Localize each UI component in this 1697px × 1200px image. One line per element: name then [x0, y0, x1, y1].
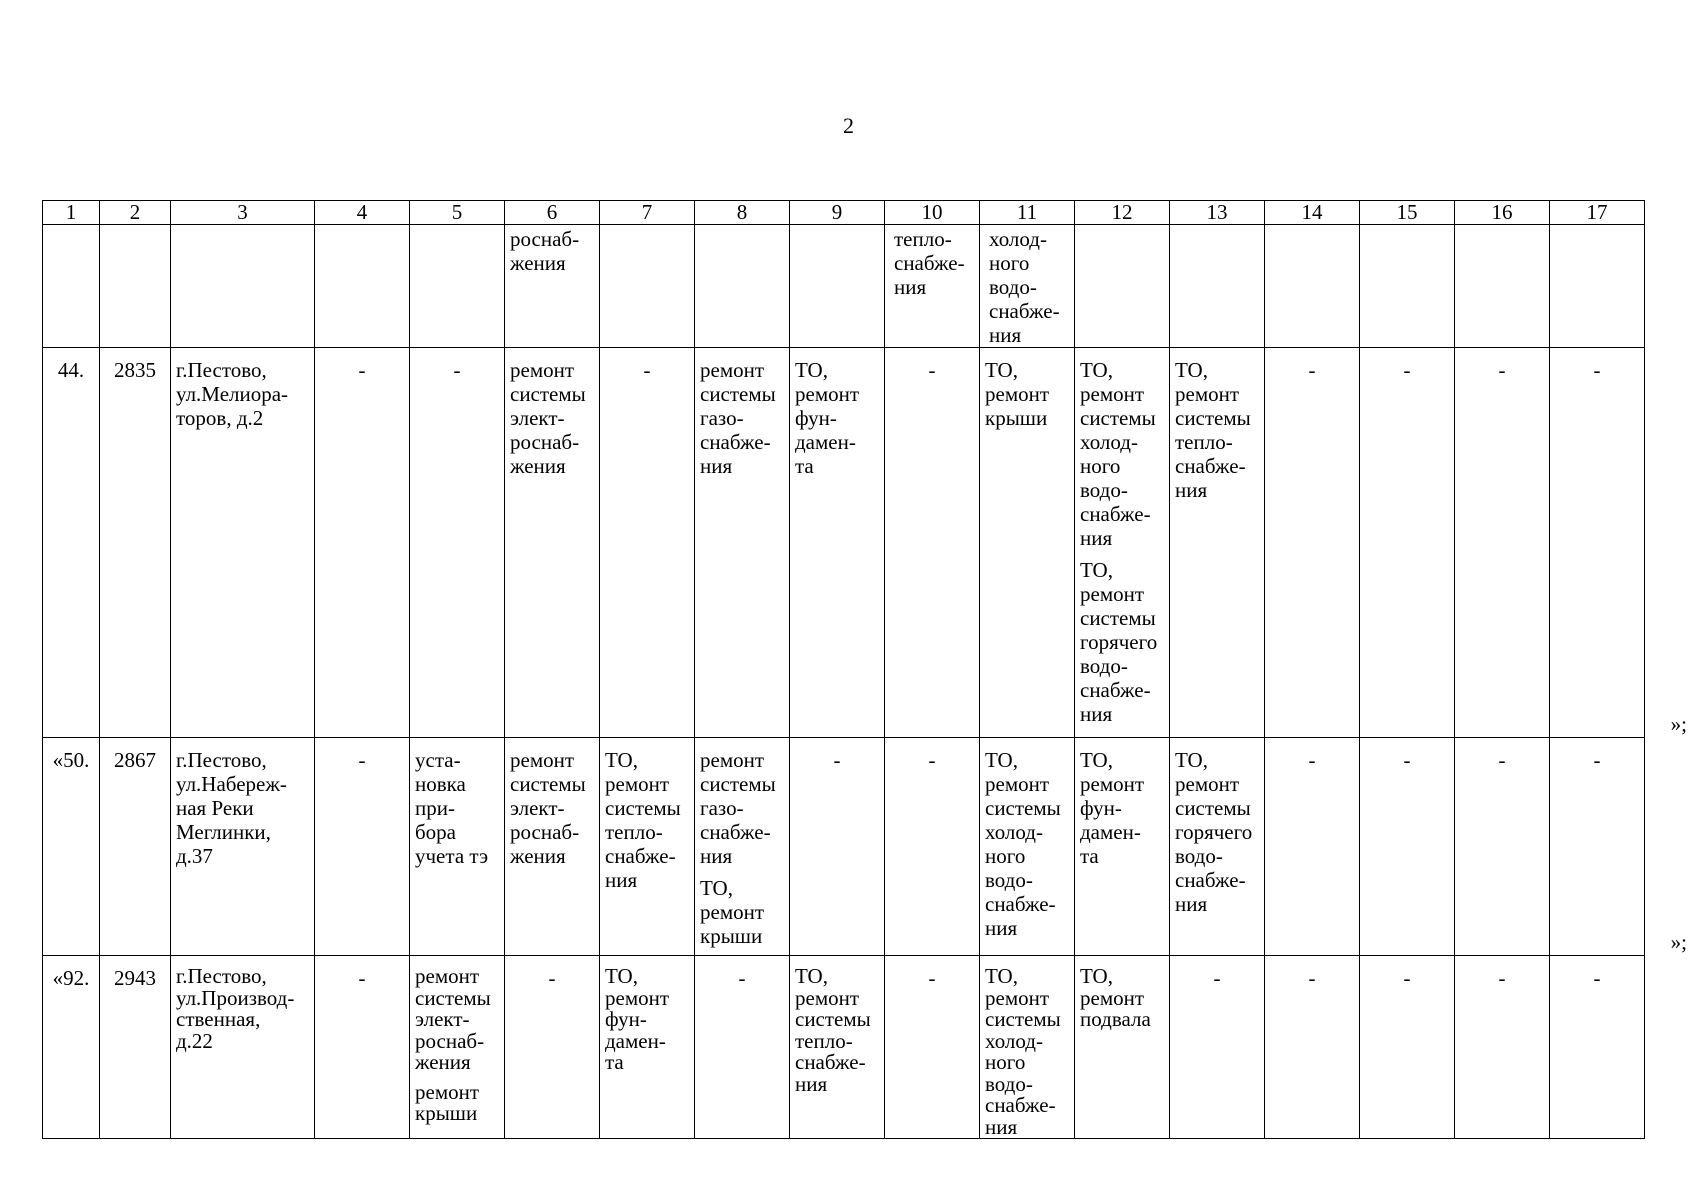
cell: - — [1455, 348, 1550, 738]
cell — [410, 738, 505, 956]
column-number: 1 — [43, 201, 100, 225]
cell-line: д.37 — [176, 844, 213, 868]
cell-line: г.Пестово, — [176, 358, 267, 382]
column-number: 11 — [980, 201, 1075, 225]
cell-line: ния — [1175, 478, 1208, 502]
cell-line: г.Пестово, — [176, 964, 267, 988]
cell-line: ния — [985, 1114, 1018, 1139]
cell-line: роснаб- — [415, 1028, 485, 1053]
cell-line: ул.Мелиора- — [176, 382, 289, 406]
cell — [790, 956, 885, 1139]
cell-line: крыши — [700, 924, 763, 948]
cell — [695, 348, 790, 738]
cell-line: та — [1080, 844, 1099, 868]
cell-line: та — [795, 454, 814, 478]
cell: - — [790, 738, 885, 956]
cell: - — [885, 348, 980, 738]
cell-line: водо- — [989, 275, 1037, 299]
cell-line: ремонт — [1080, 382, 1145, 406]
cell-line: холод- — [985, 1028, 1043, 1053]
cell-line: ного — [1080, 454, 1121, 478]
cell-line: ремонт — [510, 358, 575, 382]
cell-line: уста- — [415, 748, 461, 772]
column-number: 12 — [1075, 201, 1170, 225]
cell: - — [1550, 348, 1645, 738]
cell — [980, 956, 1075, 1139]
cell: - — [1265, 738, 1360, 956]
cell-line: ния — [894, 275, 927, 299]
cell — [980, 738, 1075, 956]
cell-line: ТО, — [1080, 964, 1113, 988]
cell-line: элект- — [510, 796, 565, 820]
cell-line: снабже- — [1175, 868, 1246, 892]
cell-line: снабже- — [985, 1093, 1056, 1117]
cell-line: жения — [510, 844, 566, 868]
column-number: 4 — [315, 201, 410, 225]
cell-line: та — [605, 1050, 624, 1074]
cell-line: системы — [1080, 606, 1156, 630]
cell-line: при- — [415, 796, 455, 820]
cell — [505, 225, 600, 348]
cell-line: ТО, — [1175, 748, 1208, 772]
cell-line: ТО, — [1080, 748, 1113, 772]
cell-line: ственная, — [176, 1007, 261, 1031]
cell-line: ремонт — [415, 1079, 480, 1104]
cell-line: ремонт — [795, 382, 860, 406]
cell — [505, 348, 600, 738]
cell-line: ремонт — [1175, 772, 1240, 796]
cell-line: ТО, — [1175, 358, 1208, 382]
cell-line: тепло- — [795, 1028, 853, 1053]
cell-line: жения — [510, 251, 566, 275]
cell-line: тепло- — [894, 227, 952, 251]
cell-line: ремонт — [605, 985, 670, 1010]
cell-line: дамен- — [605, 1028, 666, 1053]
cell-line: ремонт — [1080, 985, 1145, 1010]
cell: - — [1360, 956, 1455, 1139]
cell-line: учета тэ — [415, 844, 489, 868]
cell-line: ТО, — [795, 964, 828, 988]
cell-line: ремонт — [700, 748, 765, 772]
cell — [1170, 738, 1265, 956]
cell-line: ния — [605, 868, 638, 892]
cell-line: системы — [415, 985, 491, 1010]
cell — [1170, 348, 1265, 738]
cell-line: системы — [985, 1007, 1061, 1031]
cell — [790, 348, 885, 738]
cell: - — [1170, 956, 1265, 1139]
cell: - — [1455, 956, 1550, 1139]
cell-line: ния — [1080, 526, 1113, 550]
cell-line: тепло- — [1175, 430, 1233, 454]
cell-line: ремонт — [985, 772, 1050, 796]
cell-line: снабже- — [894, 251, 965, 275]
cell-line: ного — [985, 844, 1026, 868]
cell: - — [410, 348, 505, 738]
cell-line: фун- — [605, 1007, 647, 1031]
cell-line: фун- — [795, 406, 837, 430]
cell-line: ремонт — [985, 382, 1050, 406]
cell — [980, 348, 1075, 738]
cell-line: снабже- — [1080, 678, 1151, 702]
cell: - — [315, 956, 410, 1139]
cell — [885, 225, 980, 348]
cell-line: ния — [985, 916, 1018, 940]
page-number: 2 — [843, 113, 854, 138]
cell: - — [1550, 738, 1645, 956]
cell-line: ТО, — [1080, 358, 1113, 382]
cell-line: крыши — [415, 1101, 478, 1125]
column-number: 3 — [171, 201, 315, 225]
cell-line: снабже- — [1175, 454, 1246, 478]
row-end-mark: »; — [1670, 930, 1687, 954]
cell-code: 2867 — [100, 738, 171, 956]
cell-line: роснаб- — [510, 430, 580, 454]
cell-line: ния — [989, 323, 1022, 347]
repair-schedule-table — [42, 200, 1645, 1139]
cell: - — [505, 956, 600, 1139]
cell-line: ремонт — [605, 772, 670, 796]
cell-line: ремонт — [1080, 582, 1145, 606]
column-number: 13 — [1170, 201, 1265, 225]
cell — [505, 738, 600, 956]
cell — [410, 956, 505, 1139]
cell-line: ния — [1175, 892, 1208, 916]
cell-line: системы — [1175, 796, 1251, 820]
cell-line: системы — [605, 796, 681, 820]
cell: - — [315, 738, 410, 956]
cell-line: ТО, — [605, 748, 638, 772]
cell-line: снабже- — [985, 892, 1056, 916]
cell-line: холод- — [1080, 430, 1138, 454]
cell-line: ного — [989, 251, 1030, 275]
table-row-continuation — [43, 225, 1645, 348]
cell: - — [885, 738, 980, 956]
cell-number: «50. — [43, 738, 100, 956]
cell-line: ремонт — [415, 964, 480, 988]
cell-line: снабже- — [989, 299, 1060, 323]
cell-line: Меглинки, — [176, 820, 271, 844]
cell — [1075, 956, 1170, 1139]
cell-line: газо- — [700, 796, 744, 820]
cell-line: фун- — [1080, 796, 1122, 820]
cell-line: элект- — [415, 1007, 470, 1031]
cell-line: ремонт — [1080, 772, 1145, 796]
cell-address — [171, 738, 315, 956]
column-number: 15 — [1360, 201, 1455, 225]
column-number-row — [43, 201, 1645, 225]
cell-line: водо- — [1175, 844, 1223, 868]
cell: - — [1360, 348, 1455, 738]
cell-line: системы — [700, 772, 776, 796]
cell-number: «92. — [43, 956, 100, 1139]
cell-line: ния — [700, 844, 733, 868]
cell-line: ул.Набереж- — [176, 772, 287, 796]
cell-line: водо- — [1080, 654, 1128, 678]
cell-line: холод- — [985, 820, 1043, 844]
cell-line: ремонт — [1175, 382, 1240, 406]
cell — [1075, 348, 1170, 738]
cell-line: д.22 — [176, 1028, 213, 1053]
cell-line: горячего — [1080, 630, 1158, 654]
cell-line: системы — [510, 772, 586, 796]
cell-line: тепло- — [605, 820, 663, 844]
cell — [600, 738, 695, 956]
cell-line: г.Пестово, — [176, 748, 267, 772]
cell-line: ТО, — [985, 748, 1018, 772]
cell-line: водо- — [985, 868, 1033, 892]
table-row-50 — [43, 738, 1645, 956]
cell-number: 44. — [43, 348, 100, 738]
cell-line: жения — [415, 1050, 471, 1074]
cell-line: снабже- — [795, 1050, 866, 1074]
column-number: 6 — [505, 201, 600, 225]
cell-line: водо- — [985, 1071, 1033, 1096]
cell-line: ТО, — [795, 358, 828, 382]
column-number: 8 — [695, 201, 790, 225]
cell-line: ремонт — [510, 748, 575, 772]
cell: - — [600, 348, 695, 738]
cell-line: системы — [1080, 406, 1156, 430]
cell-code: 2943 — [100, 956, 171, 1139]
cell-line: торов, д.2 — [176, 406, 264, 430]
table-row-92 — [43, 956, 1645, 1139]
cell-line: снабже- — [700, 430, 771, 454]
cell-address — [171, 348, 315, 738]
cell-line: бора — [415, 820, 457, 844]
cell-line: снабже- — [1080, 502, 1151, 526]
column-number: 16 — [1455, 201, 1550, 225]
cell-line: холод- — [989, 227, 1047, 251]
cell: - — [1265, 956, 1360, 1139]
column-number: 17 — [1550, 201, 1645, 225]
row-end-mark: »; — [1670, 712, 1687, 736]
cell: - — [1360, 738, 1455, 956]
cell-line: ремонт — [700, 900, 765, 924]
cell-line: горячего — [1175, 820, 1253, 844]
cell-line: системы — [795, 1007, 871, 1031]
cell-line: крыши — [985, 406, 1048, 430]
cell-line: водо- — [1080, 478, 1128, 502]
cell: - — [885, 956, 980, 1139]
cell — [695, 738, 790, 956]
cell-line: роснаб- — [510, 227, 580, 251]
cell-line: ремонт — [700, 358, 765, 382]
cell-line: ремонт — [795, 985, 860, 1010]
cell-line: системы — [1175, 406, 1251, 430]
cell-line: системы — [985, 796, 1061, 820]
cell-line: ТО, — [700, 876, 733, 900]
cell-line: роснаб- — [510, 820, 580, 844]
cell-line: жения — [510, 454, 566, 478]
cell-line: снабже- — [700, 820, 771, 844]
column-number: 10 — [885, 201, 980, 225]
cell-line: ния — [1080, 702, 1113, 726]
cell-line: системы — [700, 382, 776, 406]
cell-code: 2835 — [100, 348, 171, 738]
cell-line: газо- — [700, 406, 744, 430]
column-number: 14 — [1265, 201, 1360, 225]
table-row-44 — [43, 348, 1645, 738]
cell-line: ремонт — [985, 985, 1050, 1010]
cell: - — [1550, 956, 1645, 1139]
cell — [1075, 738, 1170, 956]
cell: - — [1265, 348, 1360, 738]
cell — [980, 225, 1075, 348]
cell-line: ТО, — [985, 358, 1018, 382]
column-number: 9 — [790, 201, 885, 225]
cell — [600, 956, 695, 1139]
column-number: 5 — [410, 201, 505, 225]
cell-address — [171, 956, 315, 1139]
cell-line: элект- — [510, 406, 565, 430]
cell-line: дамен- — [795, 430, 856, 454]
cell: - — [695, 956, 790, 1139]
cell-line: снабже- — [605, 844, 676, 868]
cell: - — [1455, 738, 1550, 956]
cell-line: дамен- — [1080, 820, 1141, 844]
cell-line: ТО, — [605, 964, 638, 988]
cell-line: ного — [985, 1050, 1026, 1074]
cell-line: ния — [700, 454, 733, 478]
cell-line: ная Реки — [176, 796, 254, 820]
cell-line: подвала — [1080, 1007, 1151, 1031]
cell-line: ния — [795, 1071, 828, 1096]
column-number: 2 — [100, 201, 171, 225]
cell-line: системы — [510, 382, 586, 406]
cell-line: ТО, — [1080, 558, 1113, 582]
column-number: 7 — [600, 201, 695, 225]
cell: - — [315, 348, 410, 738]
cell-line: ТО, — [985, 964, 1018, 988]
cell-line: ул.Производ- — [176, 985, 295, 1010]
cell-line: новка — [415, 772, 466, 796]
